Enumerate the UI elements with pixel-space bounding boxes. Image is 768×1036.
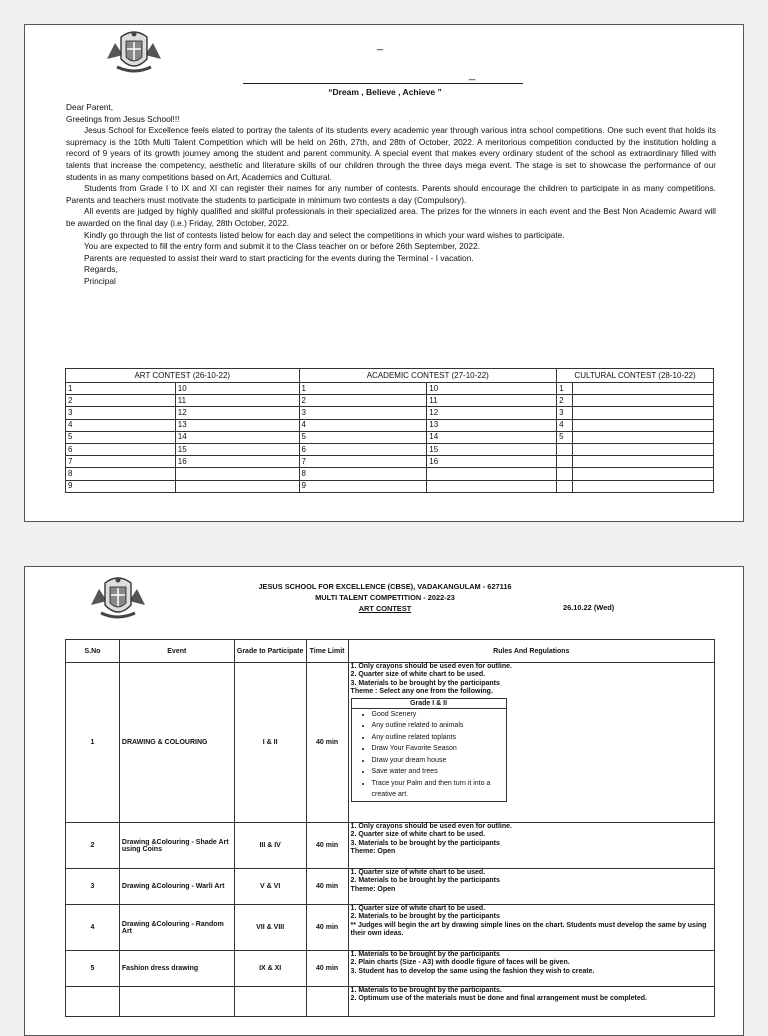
art-slot-number: 11 bbox=[175, 395, 299, 407]
cultural-slot-number: 1 bbox=[557, 383, 573, 395]
letter-paragraph-4: Kindly go through the list of contests listed below for each day and select the competitions in which your ward wishes to participate. bbox=[84, 229, 565, 240]
cultural-entry-cell bbox=[573, 419, 714, 431]
art-slot-number: 1 bbox=[66, 383, 176, 395]
cultural-entry-cell bbox=[573, 456, 714, 468]
event-rules bbox=[348, 663, 714, 823]
academic-slot-number: 13 bbox=[427, 419, 557, 431]
art-slot-number: 13 bbox=[175, 419, 299, 431]
art-contest-header: ART CONTEST (26-10-22) bbox=[66, 369, 300, 383]
cultural-entry-cell bbox=[573, 383, 714, 395]
academic-slot-number bbox=[427, 480, 557, 492]
header-rule bbox=[243, 83, 523, 84]
event-rules bbox=[348, 905, 714, 951]
rule-line: 3. Materials to be brought by the participants bbox=[350, 839, 500, 847]
art-slot-number: 15 bbox=[175, 443, 299, 455]
cultural-entry-cell bbox=[573, 480, 714, 492]
art-slot-number: 8 bbox=[66, 468, 176, 480]
event-rules bbox=[348, 823, 714, 869]
cultural-entry-cell bbox=[573, 431, 714, 443]
rule-line: 2. Quarter size of white chart to be used. bbox=[350, 671, 486, 679]
event-row bbox=[66, 663, 715, 823]
event-grade: VII & VIII bbox=[234, 905, 306, 951]
art-slot-number: 9 bbox=[66, 480, 176, 492]
art-slot-number: 6 bbox=[66, 443, 176, 455]
event-time-limit: 40 min bbox=[306, 905, 348, 951]
event-name: Fashion dress drawing bbox=[119, 951, 234, 987]
theme-box-title: Grade I & II bbox=[352, 699, 506, 709]
rule-line: 1. Only crayons should be used even for outline. bbox=[350, 823, 512, 830]
academic-slot-number: 10 bbox=[427, 383, 557, 395]
event-number: 5 bbox=[66, 951, 120, 987]
academic-slot-number: 12 bbox=[427, 407, 557, 419]
regards: Regards, bbox=[84, 264, 118, 275]
greeting: Greetings from Jesus School!!! bbox=[66, 113, 180, 124]
sno-header: S.No bbox=[66, 640, 120, 663]
contest-entry-table bbox=[65, 368, 714, 493]
academic-slot-number: 3 bbox=[299, 407, 427, 419]
rule-line: Theme: Open bbox=[350, 848, 396, 856]
rule-line: 2. Optimum use of the materials must be done and final arrangement must be completed. bbox=[350, 995, 647, 1003]
rule-line: 2. Materials to be brought by the participants bbox=[350, 913, 500, 921]
event-number: 1 bbox=[66, 663, 120, 823]
art-slot-number: 10 bbox=[175, 383, 299, 395]
theme-item: • Any outline related to animals bbox=[372, 720, 506, 732]
art-slot-number: 3 bbox=[66, 407, 176, 419]
event-rules bbox=[348, 869, 714, 905]
cultural-slot-number bbox=[557, 443, 573, 455]
academic-slot-number: 14 bbox=[427, 431, 557, 443]
event-row bbox=[66, 987, 715, 1017]
rules-header: Rules And Regulations bbox=[348, 640, 714, 663]
academic-slot-number: 6 bbox=[299, 443, 427, 455]
event-rules bbox=[348, 951, 714, 987]
cultural-slot-number bbox=[557, 456, 573, 468]
contest-row bbox=[66, 395, 714, 407]
contest-title: ART CONTEST bbox=[358, 604, 412, 613]
school-name: JESUS SCHOOL FOR EXCELLENCE (CBSE), VADAKANGULAM - 627116 bbox=[258, 582, 512, 591]
event-time-limit bbox=[306, 987, 348, 1017]
art-contest-page bbox=[24, 566, 744, 1036]
art-slot-number: 5 bbox=[66, 431, 176, 443]
event-name: DRAWING & COLOURING bbox=[119, 663, 234, 823]
cultural-slot-number: 5 bbox=[557, 431, 573, 443]
rule-line: 1. Quarter size of white chart to be used. bbox=[350, 869, 486, 876]
cultural-slot-number: 2 bbox=[557, 395, 573, 407]
school-crest-logo bbox=[103, 29, 165, 75]
cultural-slot-number bbox=[557, 468, 573, 480]
academic-slot-number: 5 bbox=[299, 431, 427, 443]
contest-row bbox=[66, 419, 714, 431]
event-time-limit: 40 min bbox=[306, 951, 348, 987]
event-name: Drawing &Colouring - Shade Art using Coins bbox=[119, 823, 234, 869]
event-name: Drawing &Colouring - Random Art bbox=[119, 905, 234, 951]
event-row bbox=[66, 823, 715, 869]
academic-slot-number: 9 bbox=[299, 480, 427, 492]
rule-line: 1. Only crayons should be used even for outline. bbox=[350, 663, 512, 670]
letter-paragraph-6: Parents are requested to assist their ward to start practicing for the events during the Terminal - I vacation. bbox=[84, 252, 474, 263]
event-grade: IX & XI bbox=[234, 951, 306, 987]
academic-slot-number: 15 bbox=[427, 443, 557, 455]
art-slot-number: 12 bbox=[175, 407, 299, 419]
art-slot-number: 14 bbox=[175, 431, 299, 443]
event-row bbox=[66, 905, 715, 951]
contest-row bbox=[66, 431, 714, 443]
event-grade bbox=[234, 987, 306, 1017]
rule-line: ** Judges will begin the art by drawing simple lines on the chart. Students must develop the same by using their own ideas. bbox=[350, 921, 707, 938]
letter-page bbox=[24, 24, 744, 522]
academic-slot-number: 16 bbox=[427, 456, 557, 468]
rule-line: 2. Quarter size of white chart to be used. bbox=[350, 831, 486, 839]
theme-item: • Draw Your Favorite Season bbox=[372, 743, 506, 755]
academic-slot-number: 2 bbox=[299, 395, 427, 407]
contest-row bbox=[66, 407, 714, 419]
theme-item: • Good Scenery bbox=[372, 709, 506, 721]
cultural-entry-cell bbox=[573, 443, 714, 455]
art-slot-number: 4 bbox=[66, 419, 176, 431]
art-slot-number bbox=[175, 468, 299, 480]
event-number bbox=[66, 987, 120, 1017]
cultural-slot-number: 3 bbox=[557, 407, 573, 419]
contest-row bbox=[66, 456, 714, 468]
theme-list bbox=[352, 709, 506, 801]
event-rules bbox=[348, 987, 714, 1017]
rule-line: Theme: Open bbox=[350, 885, 396, 893]
art-slot-number: 2 bbox=[66, 395, 176, 407]
contest-row bbox=[66, 480, 714, 492]
event-name: Drawing &Colouring - Warli Art bbox=[119, 869, 234, 905]
rule-line: 2. Plain charts (Size - A3) with doodle figure of faces will be given. bbox=[350, 959, 570, 967]
cultural-slot-number bbox=[557, 480, 573, 492]
academic-slot-number: 7 bbox=[299, 456, 427, 468]
event-time-limit: 40 min bbox=[306, 869, 348, 905]
rule-line: Theme : Select any one from the following. bbox=[350, 688, 493, 696]
event-number: 3 bbox=[66, 869, 120, 905]
event-row bbox=[66, 951, 715, 987]
grade-header: Grade to Participate bbox=[234, 640, 306, 663]
theme-box bbox=[351, 698, 507, 802]
contest-date: 26.10.22 (Wed) bbox=[563, 603, 615, 612]
art-slot-number bbox=[175, 480, 299, 492]
event-grade: III & IV bbox=[234, 823, 306, 869]
academic-contest-header: ACADEMIC CONTEST (27-10-22) bbox=[299, 369, 557, 383]
signatory: Principal bbox=[84, 275, 116, 286]
academic-slot-number: 1 bbox=[299, 383, 427, 395]
event-time-limit: 40 min bbox=[306, 663, 348, 823]
event-grade: V & VI bbox=[234, 869, 306, 905]
event-number: 4 bbox=[66, 905, 120, 951]
rule-line: 1. Materials to be brought by the participants. bbox=[350, 987, 502, 994]
contest-row bbox=[66, 383, 714, 395]
contest-row bbox=[66, 468, 714, 480]
contest-row bbox=[66, 443, 714, 455]
event-name bbox=[119, 987, 234, 1017]
art-rules-table bbox=[65, 639, 715, 1017]
event-time-limit: 40 min bbox=[306, 823, 348, 869]
event-row bbox=[66, 869, 715, 905]
event-grade: I & II bbox=[234, 663, 306, 823]
letter-paragraph-2: Students from Grade I to IX and XI can register their names for any number of contests. Parents should encourage the children to participate in as many competitions. Parents and teachers must motivate the students to participate in minimum two contests a day (Compulsory). bbox=[66, 183, 716, 205]
school-motto: “Dream , Believe , Achieve ” bbox=[328, 87, 442, 97]
rule-line: 1. Materials to be brought by the participants bbox=[350, 951, 500, 958]
art-slot-number: 7 bbox=[66, 456, 176, 468]
header-dash-2: _ bbox=[469, 69, 476, 81]
theme-item: • Save water and trees bbox=[372, 766, 506, 778]
cultural-slot-number: 4 bbox=[557, 419, 573, 431]
time-header: Time Limit bbox=[306, 640, 348, 663]
event-header: Event bbox=[119, 640, 234, 663]
rule-line: 3. Student has to develop the same using the fashion they wish to create. bbox=[350, 967, 595, 975]
header-dash: _ bbox=[377, 39, 384, 51]
rule-line: 1. Quarter size of white chart to be used. bbox=[350, 905, 486, 912]
competition-title: MULTI TALENT COMPETITION - 2022-23 bbox=[315, 593, 455, 602]
cultural-entry-cell bbox=[573, 407, 714, 419]
cultural-entry-cell bbox=[573, 395, 714, 407]
academic-slot-number bbox=[427, 468, 557, 480]
rule-line: 3. Materials to be brought by the participants bbox=[350, 679, 500, 687]
theme-item: • Draw your dream house bbox=[372, 755, 506, 767]
event-number: 2 bbox=[66, 823, 120, 869]
cultural-entry-cell bbox=[573, 468, 714, 480]
letter-paragraph-5: You are expected to fill the entry form and submit it to the Class teacher on or before 26th September, 2022. bbox=[84, 241, 480, 252]
cultural-contest-header: CULTURAL CONTEST (28-10-22) bbox=[557, 369, 714, 383]
letter-paragraph-3: All events are judged by highly qualified and skillful professionals in their specialized area. The prizes for the winners in each event and the Best Non Academic Award will be awarded on the final day (i.e.) Friday, 28th October, 2022. bbox=[66, 206, 716, 228]
academic-slot-number: 8 bbox=[299, 468, 427, 480]
letter-paragraph-1: Jesus School for Excellence feels elated to portray the talents of its students every academic year through various intra school competitions. One such event that holds its supremacy is the 10th Multi Talent Competition which will be held on 26th, 27th, and 28th of October, 2022. A meritorious competition conducted by the institution holding a record of 9 years of its growth journey among the student and parent community. A special event that makes every ordinary student of the school as extraordinary filled with talents that increase the competency, aesthetic and literature skills of our children through the three days mega event. The stage is set to showcase the performance of our students in as many competitions based on Art, Academics and Cultural. bbox=[66, 125, 716, 182]
rule-line: 2. Materials to be brought by the participants bbox=[350, 877, 500, 885]
salutation: Dear Parent, bbox=[66, 102, 114, 112]
academic-slot-number: 4 bbox=[299, 419, 427, 431]
theme-item: • Trace your Palm and then turn it into a creative art. bbox=[372, 778, 506, 801]
letter-body bbox=[66, 102, 716, 288]
academic-slot-number: 11 bbox=[427, 395, 557, 407]
art-slot-number: 16 bbox=[175, 456, 299, 468]
theme-item: • Any outline related toplants bbox=[372, 732, 506, 744]
